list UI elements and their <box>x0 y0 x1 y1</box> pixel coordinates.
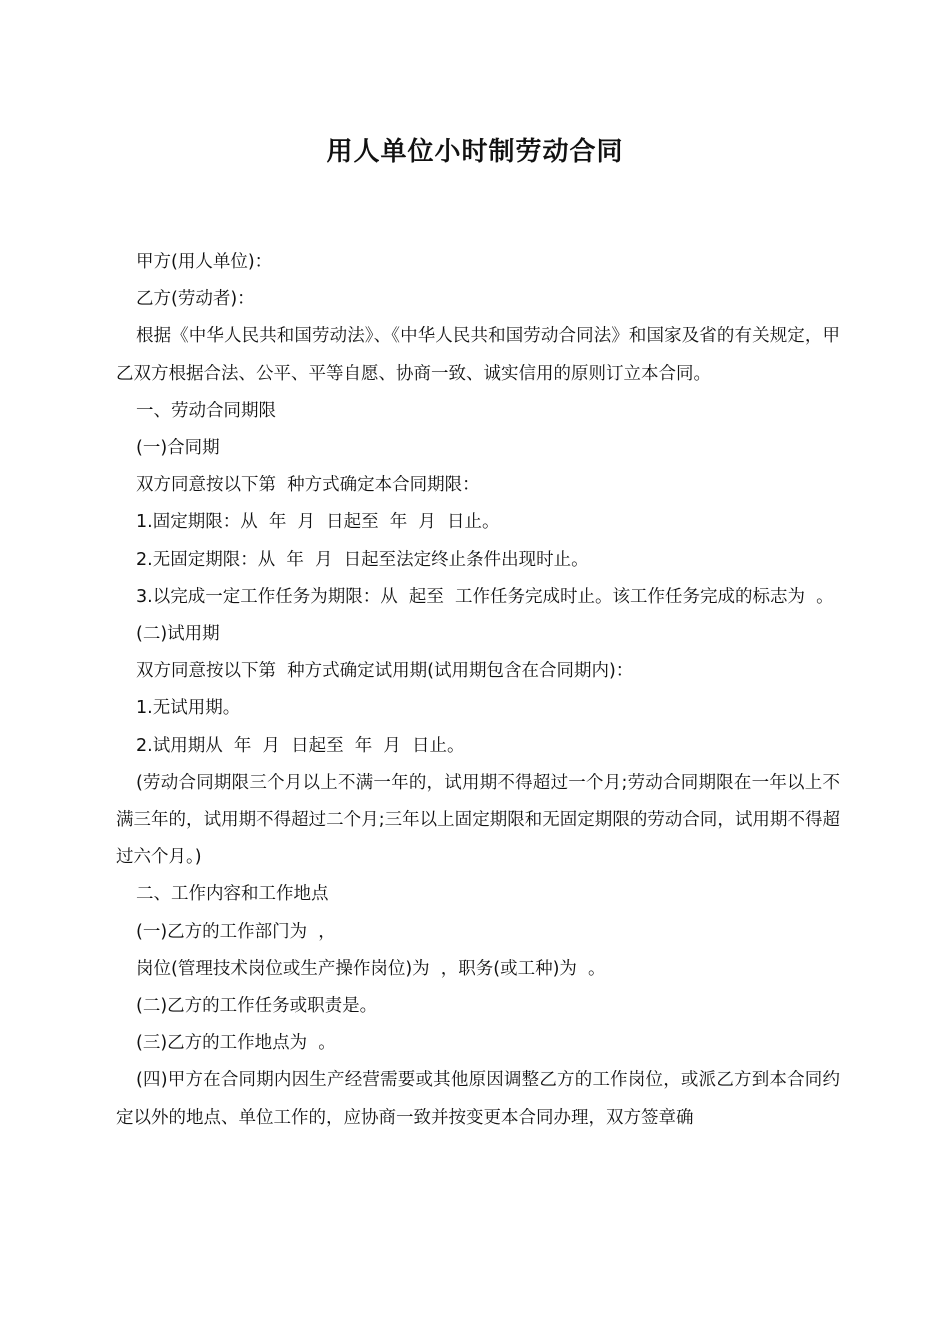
clause-paragraph: (一)乙方的工作部门为 ， <box>136 921 336 942</box>
list-item: 1.固定期限：从 年 月 日起至 年 月 日止。 <box>136 512 500 533</box>
list-item: 2.试用期从 年 月 日起至 年 月 日止。 <box>136 735 465 756</box>
document-body <box>116 244 840 1137</box>
section-heading: 一、劳动合同期限 <box>136 400 276 421</box>
list-item: 3.以完成一定工作任务为期限：从 起至 工作任务完成时止。该工作任务完成的标志为 。 <box>136 586 834 607</box>
subsection-heading: (一)合同期 <box>136 438 220 459</box>
clause-paragraph: (三)乙方的工作地点为 。 <box>136 1033 336 1054</box>
list-item: 1.无试用期。 <box>136 698 241 719</box>
subsection-heading: (二)试用期 <box>136 624 220 645</box>
section-heading: 二、工作内容和工作地点 <box>136 884 329 905</box>
list-item: 2.无固定期限：从 年 月 日起至法定终止条件出现时止。 <box>136 549 589 570</box>
document-title: 用人单位小时制劳动合同 <box>326 137 624 167</box>
clause-paragraph: 双方同意按以下第 种方式确定试用期(试用期包含在合同期内)： <box>136 661 634 682</box>
preamble-paragraph: 根据《中华人民共和国劳动法》、《中华人民共和国劳动合同法》和国家及省的有关规定，甲乙双方根据合法、公平、平等自愿、协商一致、诚实信用的原则订立本合同。 <box>116 326 840 384</box>
party-a-line: 甲方(用人单位)： <box>136 252 273 272</box>
party-b-line: 乙方(劳动者)： <box>136 289 255 310</box>
clause-paragraph: (四)甲方在合同期内因生产经营需要或其他原因调整乙方的工作岗位，或派乙方到本合同约定以外的地点、单位工作的，应协商一致并按变更本合同办理，双方签章确 <box>116 1070 840 1128</box>
clause-paragraph: 岗位(管理技术岗位或生产操作岗位)为 ，职务(或工种)为 。 <box>136 958 606 979</box>
clause-paragraph: (二)乙方的工作任务或职责是。 <box>136 996 378 1017</box>
note-paragraph: (劳动合同期限三个月以上不满一年的，试用期不得超过一个月;劳动合同期限在一年以上不满三年的，试用期不得超过二个月;三年以上固定期限和无固定期限的劳动合同，试用期不得超过六个月。) <box>116 772 840 868</box>
clause-paragraph: 双方同意按以下第 种方式确定本合同期限： <box>136 475 480 496</box>
